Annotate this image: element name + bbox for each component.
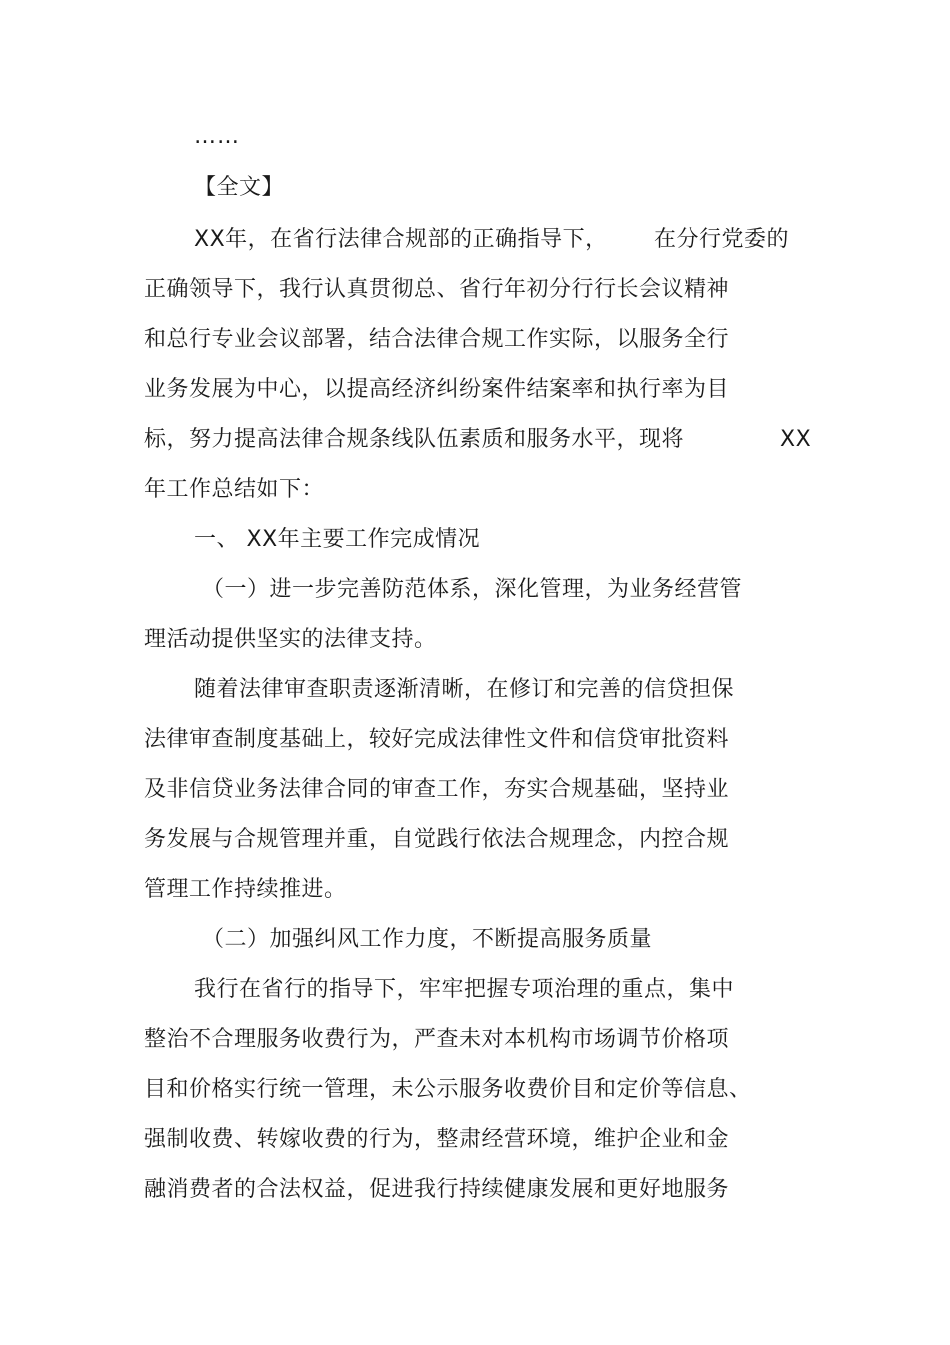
intro-line-4: 业务发展为中心，以提高经济纠纷案件结案率和执行率为目 xyxy=(144,377,730,402)
subsection-2-heading: （二）加强纠风工作力度，不断提高服务质量 xyxy=(202,927,653,952)
intro-line-5a: 标，努力提高法律合规条线队伍素质和服务水平，现将 xyxy=(144,427,685,452)
para-2-line-3: 目和价格实行统一管理，未公示服务收费价目和定价等信息、 xyxy=(144,1077,752,1102)
fulltext-marker: 【全文】 xyxy=(194,175,285,200)
intro-line-3: 和总行专业会议部署，结合法律合规工作实际，以服务全行 xyxy=(144,327,730,352)
para-2-line-1: 我行在省行的指导下，牢牢把握专项治理的重点，集中 xyxy=(194,977,735,1002)
subsection-1-line-1: （一）进一步完善防范体系，深化管理，为业务经营管 xyxy=(202,577,743,602)
subsection-1-line-2: 理活动提供坚实的法律支持。 xyxy=(144,627,437,652)
intro-line-1b: 在分行党委的 xyxy=(654,227,790,252)
section-1-heading: 一、 XX年主要工作完成情况 xyxy=(194,527,481,552)
intro-line-1a: XX年，在省行法律合规部的正确指导下， xyxy=(194,227,608,252)
para-1-line-4: 务发展与合规管理并重，自觉践行依法合规理念，内控合规 xyxy=(144,827,730,852)
ellipsis-text: …… xyxy=(194,124,240,149)
para-2-line-5: 融消费者的合法权益，促进我行持续健康发展和更好地服务 xyxy=(144,1177,730,1202)
intro-line-5b: XX xyxy=(780,427,812,452)
para-1-line-3: 及非信贷业务法律合同的审查工作，夯实合规基础，坚持业 xyxy=(144,777,730,802)
para-1-line-2: 法律审查制度基础上，较好完成法律性文件和信贷审批资料 xyxy=(144,727,730,752)
para-2-line-2: 整治不合理服务收费行为，严查未对本机构市场调节价格项 xyxy=(144,1027,730,1052)
para-1-line-1: 随着法律审查职责逐渐清晰，在修订和完善的信贷担保 xyxy=(194,677,735,702)
para-1-line-5: 管理工作持续推进。 xyxy=(144,877,347,902)
para-2-line-4: 强制收费、转嫁收费的行为，整肃经营环境，维护企业和金 xyxy=(144,1127,730,1152)
intro-line-6: 年工作总结如下： xyxy=(144,477,325,502)
intro-line-2: 正确领导下，我行认真贯彻总、省行年初分行行长会议精神 xyxy=(144,277,730,302)
